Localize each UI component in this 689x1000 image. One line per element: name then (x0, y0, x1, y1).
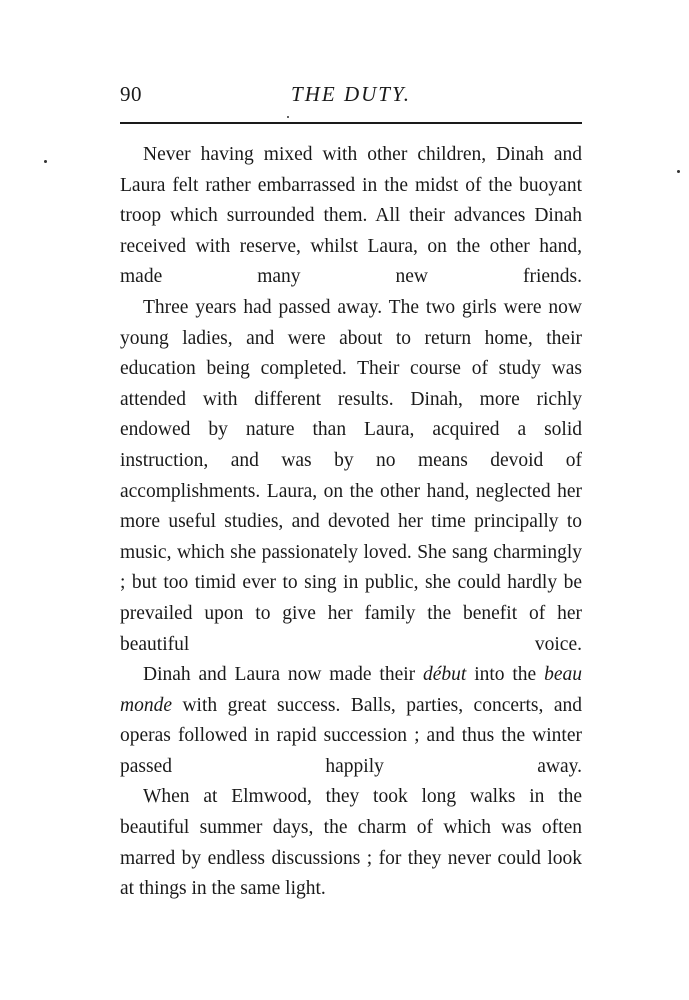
header-speck (287, 116, 289, 118)
italic-debut: début (423, 664, 467, 686)
italic-beau-monde: beau monde (120, 664, 582, 716)
page-number: 90 (120, 82, 142, 106)
paragraph-3-text-b: into the (466, 664, 545, 686)
body-text (120, 140, 582, 905)
paragraph-3-text-a: Dinah and Laura now made their (143, 664, 423, 686)
margin-speck-left (44, 160, 47, 163)
paragraph-4: When at Elmwood, they took long walks in the beautiful summer days, the charm of which was often marred by endless discussions ; for they never could look at things in the same light. (120, 786, 582, 900)
running-head: THE DUTY. (291, 82, 411, 106)
header-rule (120, 122, 582, 124)
paragraph-3 (120, 660, 582, 782)
paragraph-2: Three years had passed away. The two girls were now young ladies, and were about to return home, their education being completed. Their course of study was attended with different results. Dinah, more richly endowed by nature than Laura, acquired a solid instruction, and was by no means devoid of accomplishments. Laura, on the other hand, neglected her more useful studies, and devoted her time principally to music, which she passionately loved. She sang charmingly ; but too timid ever to sing in public, she could hardly be prevailed upon to give her family the benefit of her beautiful voice. (120, 296, 582, 655)
paragraph-3-text-c: with great success. Balls, parties, concerts, and operas followed in rapid succession ; and thus the winter passed happily away. (120, 694, 582, 777)
paragraph-1: Never having mixed with other children, Dinah and Laura felt rather embarrassed in the midst of the buoyant troop which surrounded them. All their advances Dinah received with reserve, whilst Laura, on the other hand, made many new friends. (120, 144, 582, 288)
margin-speck-right (677, 170, 680, 173)
page-header (120, 82, 582, 112)
